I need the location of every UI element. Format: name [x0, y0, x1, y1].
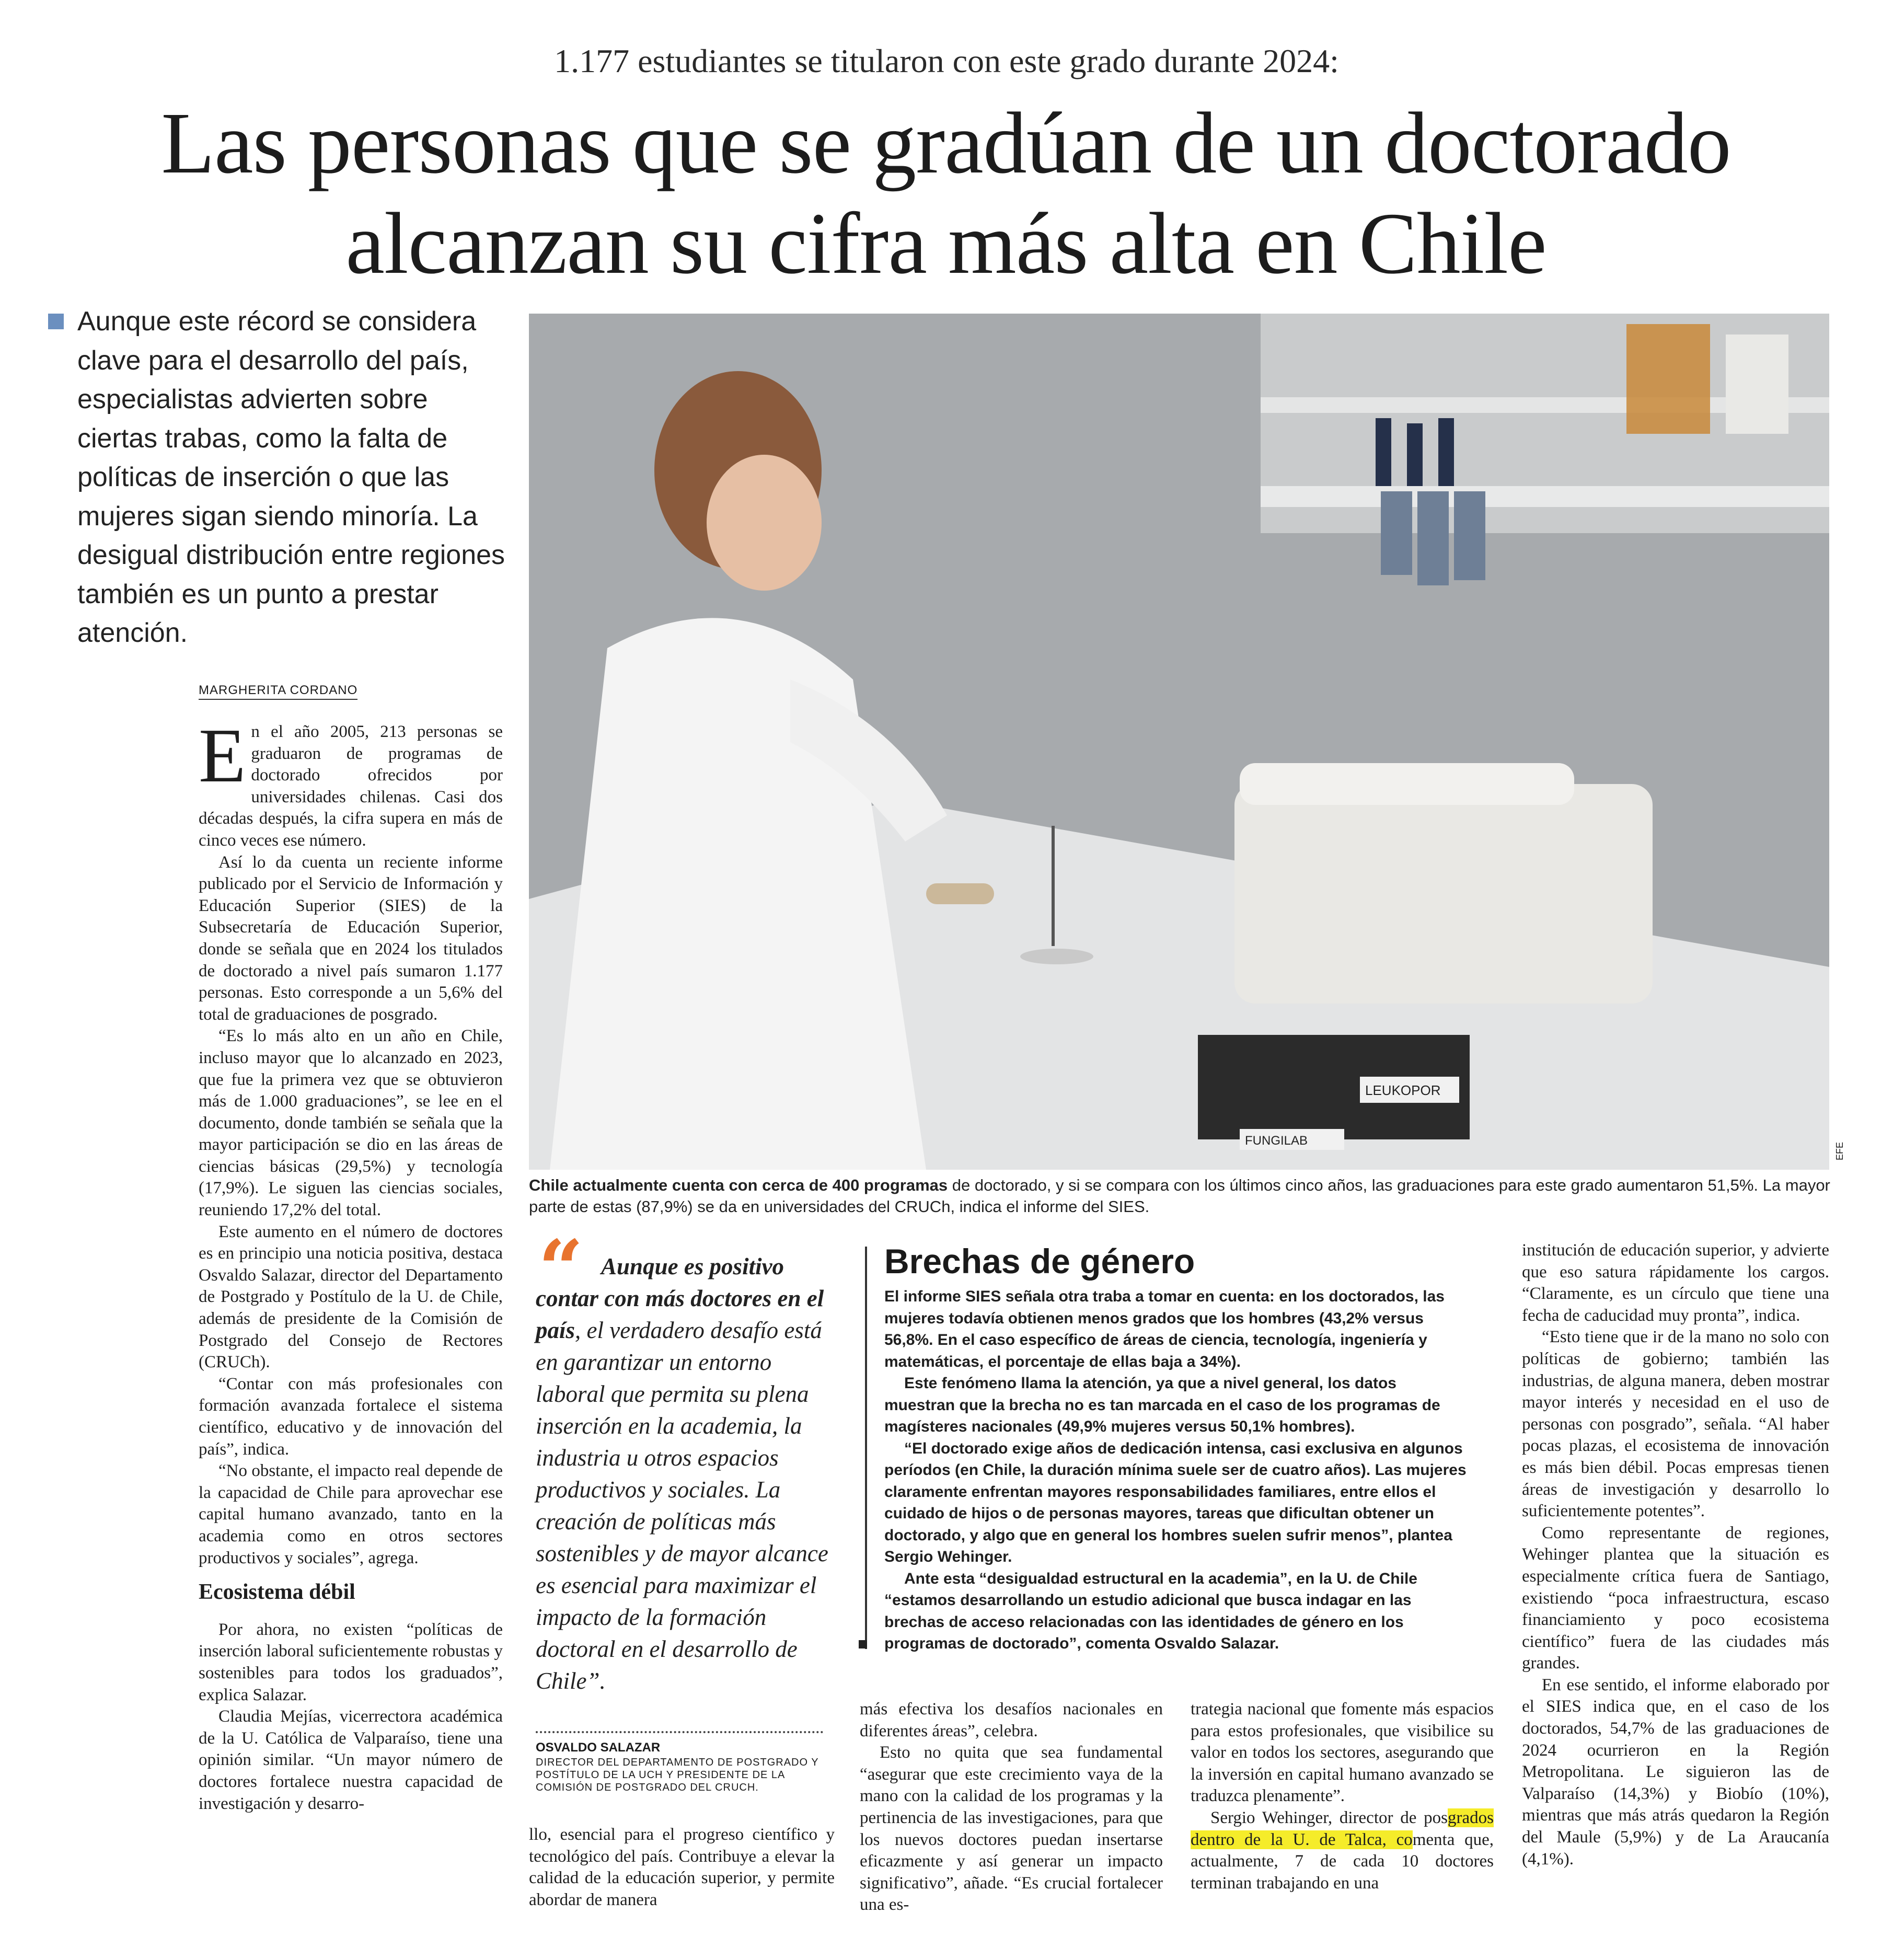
column-3 [860, 1699, 1163, 1916]
photo-caption [529, 1174, 1830, 1217]
col1-paragraph-5: “Contar con más profesionales con formación avanzada fortalece el sistema científico, educativo y de innovación del país”, indica. [199, 1374, 503, 1459]
caption-bold: Chile actualmente cuenta con cerca de 400 programas [529, 1176, 948, 1194]
box-rule [865, 1247, 867, 1649]
box-paragraph-4: Ante esta “desigualdad estructural en la academia”, en la U. de Chile “estamos desarrollando un estudio adicional que busca indagar en las brechas de acceso relacionadas con las identidades de género en los programas de doctorado”, comenta Osvaldo Salazar. [884, 1570, 1417, 1652]
column-2-continuation [529, 1824, 835, 1911]
pull-quote-rest: , el verdadero desafío está en garantizar un entorno laboral que permita su plena inserción en la academia, la industria u otros espacios productivos y sociales. La creación de políticas más sostenibles y de mayor alcance es esencial para maximizar el impacto de la formación doctoral en el desarrollo de Chile”. [536, 1317, 828, 1694]
headline [31, 93, 1861, 294]
box-body [884, 1286, 1470, 1655]
col4-paragraph-2: Sergio Wehinger, director de posgrados dentro de la U. de Talca, comenta que, actualmente, 7 de cada 10 doctores terminan trabajando en una [1191, 1808, 1494, 1893]
highlighted-text: grados dentro de la U. de Talca, co [1191, 1808, 1494, 1849]
photo-label-leukopor: LEUKOPOR [1365, 1082, 1441, 1098]
column-4 [1191, 1699, 1494, 1894]
col3-paragraph-1: más efectiva los desafíos nacionales en diferentes áreas”, celebra. [860, 1700, 1163, 1740]
box-paragraph-2: Este fenómeno llama la atención, ya que a nivel general, los datos muestran que la brecha no es tan marcada en el caso de los programas de magísteres nacionales (49,9% mujeres versus 50,1% hombres). [884, 1375, 1440, 1435]
box-end-square-icon [859, 1640, 867, 1648]
col4-paragraph-1: trategia nacional que fomente más espacios para estos profesionales, que visibilice su valor en todos los sectores, asegurando que la inversión en capital humano avanzado se traduzca plenamente”. [1191, 1700, 1494, 1806]
byline: MARGHERITA CORDANO [199, 683, 357, 700]
lab-photo-illustration [529, 314, 1829, 1170]
col1-paragraph-7: Por ahora, no existen “políticas de inserción laboral suficientemente robustas y sostenibles para todos los graduados”, explica Salazar. [199, 1620, 503, 1704]
col1-paragraph-6: “No obstante, el impacto real depende de la capacidad de Chile para aprovechar ese capital humano avanzado, tanto en la academia como en otros sectores productivos y sociales”, agrega. [199, 1461, 503, 1567]
box-title: Brechas de género [884, 1242, 1195, 1281]
quote-author: OSVALDO SALAZAR [536, 1740, 661, 1755]
col1-paragraph-4: Este aumento en el número de doctores es en principio una noticia positiva, destaca Osvaldo Salazar, director del Departamento de Postgrado y Postítulo de la U. de Chile, además de presidente de la Comisión de Postgrado del Consejo de Rectores (CRUCh). [199, 1222, 503, 1372]
col3-paragraph-2: Esto no quita que sea fundamental “asegurar que este crecimiento vaya de la mano con la calidad de los programas y la pertinencia de las investigaciones, para que los nuevos doctores puedan insertarse eficazmente y así generar un impacto significativo”, añade. “Es crucial fortalecer una es- [860, 1743, 1163, 1915]
col1-paragraph-1: En el año 2005, 213 personas se graduaron de programas de doctorado ofrecidos por universidades chilenas. Casi dos décadas después, la cifra supera en más de cinco veces ese número. [199, 713, 503, 850]
drop-cap: E [199, 713, 246, 799]
photo-label-fungilab: FUNGILAB [1245, 1134, 1308, 1148]
pull-quote [536, 1251, 828, 1697]
quote-divider [536, 1731, 823, 1733]
headline-line-2: alcanzan su cifra más alta en Chile [345, 195, 1546, 292]
pull-quote-bold: Aunque es positivo contar con más doctores en el país [536, 1253, 824, 1343]
deck: Aunque este récord se considera clave para el desarrollo del país, especialistas advierten sobre ciertas trabas, como la falta de políticas de inserción o que las mujeres sigan siendo minoría. La desigual distribución entre regiones también es un punto a prestar atención. [77, 306, 505, 648]
quote-mark-icon: “ [538, 1223, 584, 1315]
col5-paragraph-2: “Esto tiene que ir de la mano no solo con políticas de gobierno; también las industrias, de alguna manera, deben mostrar mayor interés y necesidad en el uso de personas con posgrado”, señala. “Al haber pocas plazas, el ecosistema de innovación es más bien débil. Pocas empresas tienen áreas de investigación y desarrollo lo suficientemente potentes”. [1522, 1328, 1829, 1521]
col1-paragraph-8: Claudia Mejías, vicerrectora académica de la U. Católica de Valparaíso, tiene una opinión similar. “Un mayor número de doctores fortalece nuestra capacidad de investigación y desarro- [199, 1707, 503, 1813]
col1-paragraph-3: “Es lo más alto en un año en Chile, incluso mayor que lo alcanzado en 2023, que fue la primera vez que se obtuvieron más de 1.000 graduaciones”, se lee en el documento, donde también se señala que la mayor participación se dio en las áreas de ciencias básicas (29,5%) y tecnología (17,9%). Le siguen las ciencias sociales, reuniendo 17,2% del total. [199, 1027, 503, 1220]
caption-rest: de doctorado, y si se compara con los últimos cinco años, las graduaciones para este grado aumentaron 51,5%. La mayor parte de estas (87,9%) se da en universidades del CRUCh, indica el informe del SIES. [529, 1176, 1830, 1216]
col1-paragraph-2: Así lo da cuenta un reciente informe publicado por el Servicio de Información y Educación Superior (SIES) de la Subsecretaría de Educación Superior, donde se señala que en 2024 los titulados de doctorado a nivel país sumaron 1.177 personas. Esto corresponde a un 5,6% del total de graduaciones de posgrado. [199, 852, 503, 1024]
headline-line-1: Las personas que se gradúan de un doctorado [161, 95, 1731, 192]
deck-bullet-icon [48, 314, 64, 329]
photo-credit: EFE [1834, 1142, 1845, 1160]
lab-photo [529, 314, 1829, 1170]
kicker: 1.177 estudiantes se titularon con este grado durante 2024: [554, 42, 1339, 79]
subhead-ecosistema: Ecosistema débil [199, 1580, 355, 1605]
box-paragraph-3: “El doctorado exige años de dedicación intensa, casi exclusiva en algunos períodos (en Chile, la duración mínima suele ser de cuatro años). Las mujeres claramente enfrentan mayores responsabilidades familiares, entre ellos el cuidado de hijos o de personas mayores, tareas que dificultan obtener un doctorado, y algo que en general los hombres suelen sufrir menos”, plantea Sergio Wehinger. [884, 1439, 1467, 1565]
quote-author-role: DIRECTOR DEL DEPARTAMENTO DE POSTGRADO Y POSTÍTULO DE LA UCH Y PRESIDENTE DE LA COMISIÓN DE POSTGRADO DEL CRUCH. [536, 1757, 819, 1793]
column-5 [1522, 1240, 1829, 1870]
col2-paragraph-1: llo, esencial para el progreso científico y tecnológico del país. Contribuye a elevar la calidad de la educación superior, y permite abordar de manera [529, 1825, 835, 1909]
col5-paragraph-1: institución de educación superior, y advierte que eso satura rápidamente los cargos. “Claramente, es un círculo que tiene una fecha de caducidad muy pronta”, indica. [1522, 1241, 1829, 1325]
box-paragraph-1: El informe SIES señala otra traba a tomar en cuenta: en los doctorados, las mujeres todavía obtienen menos grados que los hombres (43,2% versus 56,8%. En el caso específico de áreas de ciencia, tecnología, ingeniería y matemáticas, el porcentaje de ellas baja a 34%). [884, 1288, 1445, 1370]
col5-paragraph-3: Como representante de regiones, Wehinger plantea que la situación es especialmente crítica fuera de Santiago, existiendo “poca infraestructura, escaso financiamiento y poco ecosistema científico” fuera de las ciudades más grandes. [1522, 1523, 1829, 1673]
col5-paragraph-4: En ese sentido, el informe elaborado por el SIES indica que, en el caso de los doctorados, 54,7% de las graduaciones de 2024 ocurrieron en la Región Metropolitana. Le siguieron las de Valparaíso (14,3%) y Biobío (10%), mientras que más atrás quedaron la Región del Maule (5,9%) y de La Araucanía (4,1%). [1522, 1675, 1829, 1869]
column-1 [199, 713, 503, 1815]
